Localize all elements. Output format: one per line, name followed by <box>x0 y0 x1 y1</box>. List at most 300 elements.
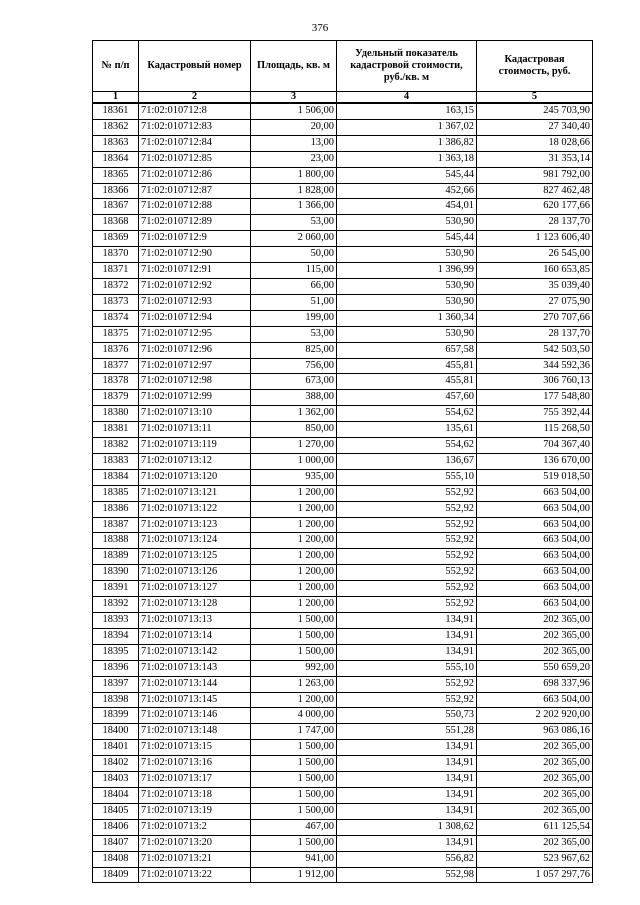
area-cell: 1 500,00 <box>251 756 337 772</box>
row-number-cell: 18395 <box>93 644 139 660</box>
table-row <box>93 294 593 310</box>
unit-value-cell: 455,81 <box>337 374 477 390</box>
table-row <box>93 183 593 199</box>
cadastral-number-cell: 71:02:010713:12 <box>139 453 251 469</box>
table-row <box>93 803 593 819</box>
area-cell: 1 366,00 <box>251 199 337 215</box>
table-row <box>93 724 593 740</box>
area-cell: 1 362,00 <box>251 406 337 422</box>
area-cell: 673,00 <box>251 374 337 390</box>
area-cell: 1 200,00 <box>251 517 337 533</box>
table-row <box>93 692 593 708</box>
row-number-cell: 18364 <box>93 151 139 167</box>
cadastral-cost-cell: 202 365,00 <box>477 756 593 772</box>
cadastral-number-cell: 71:02:010713:2 <box>139 819 251 835</box>
row-number-cell: 18391 <box>93 581 139 597</box>
cadastral-cost-cell: 698 337,96 <box>477 676 593 692</box>
table-row <box>93 263 593 279</box>
unit-value-cell: 1 367,02 <box>337 119 477 135</box>
cadastral-cost-cell: 663 504,00 <box>477 501 593 517</box>
cadastral-cost-cell: 663 504,00 <box>477 692 593 708</box>
area-cell: 199,00 <box>251 310 337 326</box>
row-number-cell: 18379 <box>93 390 139 406</box>
cadastral-number-cell: 71:02:010713:11 <box>139 422 251 438</box>
row-number-cell: 18386 <box>93 501 139 517</box>
unit-value-cell: 1 386,82 <box>337 135 477 151</box>
cadastral-number-cell: 71:02:010713:148 <box>139 724 251 740</box>
row-number-cell: 18370 <box>93 247 139 263</box>
cadastral-cost-cell: 663 504,00 <box>477 597 593 613</box>
table-row <box>93 819 593 835</box>
unit-value-cell: 134,91 <box>337 756 477 772</box>
cadastral-number-cell: 71:02:010713:121 <box>139 485 251 501</box>
row-number-cell: 18405 <box>93 803 139 819</box>
area-cell: 467,00 <box>251 819 337 835</box>
table-row <box>93 708 593 724</box>
area-cell: 1 500,00 <box>251 628 337 644</box>
row-number-cell: 18361 <box>93 103 139 119</box>
unit-value-cell: 134,91 <box>337 803 477 819</box>
column-number: 4 <box>337 92 477 104</box>
unit-value-cell: 1 308,62 <box>337 819 477 835</box>
unit-value-cell: 134,91 <box>337 740 477 756</box>
column-number: 3 <box>251 92 337 104</box>
cadastral-number-cell: 71:02:010713:144 <box>139 676 251 692</box>
cadastral-cost-cell: 620 177,66 <box>477 199 593 215</box>
unit-value-cell: 552,92 <box>337 597 477 613</box>
column-number: 2 <box>139 92 251 104</box>
row-number-cell: 18408 <box>93 851 139 867</box>
area-cell: 51,00 <box>251 294 337 310</box>
row-number-cell: 18371 <box>93 263 139 279</box>
cadastral-cost-cell: 827 462,48 <box>477 183 593 199</box>
table-row <box>93 438 593 454</box>
column-number-row <box>93 92 593 104</box>
unit-value-cell: 530,90 <box>337 326 477 342</box>
area-cell: 1 912,00 <box>251 867 337 883</box>
row-number-cell: 18363 <box>93 135 139 151</box>
row-number-cell: 18403 <box>93 772 139 788</box>
area-cell: 825,00 <box>251 342 337 358</box>
row-number-cell: 18388 <box>93 533 139 549</box>
cadastral-number-cell: 71:02:010713:128 <box>139 597 251 613</box>
area-cell: 1 000,00 <box>251 453 337 469</box>
unit-value-cell: 457,60 <box>337 390 477 406</box>
unit-value-cell: 530,90 <box>337 247 477 263</box>
unit-value-cell: 555,10 <box>337 469 477 485</box>
cadastral-cost-cell: 28 137,70 <box>477 215 593 231</box>
area-cell: 1 500,00 <box>251 644 337 660</box>
row-number-cell: 18378 <box>93 374 139 390</box>
table-row <box>93 103 593 119</box>
area-cell: 1 200,00 <box>251 565 337 581</box>
table-row <box>93 390 593 406</box>
cadastral-number-cell: 71:02:010713:22 <box>139 867 251 883</box>
area-cell: 1 200,00 <box>251 501 337 517</box>
row-number-cell: 18375 <box>93 326 139 342</box>
area-cell: 1 200,00 <box>251 597 337 613</box>
cadastral-cost-cell: 2 202 920,00 <box>477 708 593 724</box>
table-row <box>93 740 593 756</box>
cadastral-number-cell: 71:02:010712:83 <box>139 119 251 135</box>
unit-value-cell: 552,92 <box>337 501 477 517</box>
cadastral-number-cell: 71:02:010713:19 <box>139 803 251 819</box>
row-number-cell: 18368 <box>93 215 139 231</box>
cadastral-number-cell: 71:02:010713:142 <box>139 644 251 660</box>
cadastral-number-cell: 71:02:010713:119 <box>139 438 251 454</box>
cadastral-cost-cell: 202 365,00 <box>477 628 593 644</box>
cadastral-number-cell: 71:02:010713:146 <box>139 708 251 724</box>
cadastral-cost-cell: 1 057 297,76 <box>477 867 593 883</box>
cadastral-number-cell: 71:02:010713:143 <box>139 660 251 676</box>
unit-value-cell: 454,01 <box>337 199 477 215</box>
unit-value-cell: 552,92 <box>337 581 477 597</box>
unit-value-cell: 1 360,34 <box>337 310 477 326</box>
unit-value-cell: 136,67 <box>337 453 477 469</box>
table-row <box>93 247 593 263</box>
area-cell: 935,00 <box>251 469 337 485</box>
cadastral-number-cell: 71:02:010712:95 <box>139 326 251 342</box>
row-number-cell: 18387 <box>93 517 139 533</box>
row-number-cell: 18393 <box>93 613 139 629</box>
table-row <box>93 676 593 692</box>
cadastral-cost-cell: 202 365,00 <box>477 613 593 629</box>
cadastral-cost-cell: 202 365,00 <box>477 740 593 756</box>
area-cell: 1 828,00 <box>251 183 337 199</box>
row-number-cell: 18377 <box>93 358 139 374</box>
unit-value-cell: 552,92 <box>337 517 477 533</box>
cadastral-cost-cell: 663 504,00 <box>477 565 593 581</box>
row-number-cell: 18396 <box>93 660 139 676</box>
cadastral-number-cell: 71:02:010712:97 <box>139 358 251 374</box>
cadastral-cost-cell: 981 792,00 <box>477 167 593 183</box>
unit-value-cell: 455,81 <box>337 358 477 374</box>
cadastral-cost-cell: 18 028,66 <box>477 135 593 151</box>
area-cell: 53,00 <box>251 215 337 231</box>
table-row <box>93 533 593 549</box>
cadastral-number-cell: 71:02:010712:90 <box>139 247 251 263</box>
cadastral-number-cell: 71:02:010712:89 <box>139 215 251 231</box>
cadastral-number-cell: 71:02:010713:122 <box>139 501 251 517</box>
area-cell: 13,00 <box>251 135 337 151</box>
cadastral-number-cell: 71:02:010712:92 <box>139 278 251 294</box>
cadastral-cost-cell: 523 967,62 <box>477 851 593 867</box>
cadastral-cost-cell: 519 018,50 <box>477 469 593 485</box>
table-row <box>93 501 593 517</box>
cadastral-number-cell: 71:02:010713:18 <box>139 787 251 803</box>
table-row <box>93 199 593 215</box>
table-row <box>93 867 593 883</box>
area-cell: 1 200,00 <box>251 485 337 501</box>
cadastral-cost-cell: 177 548,80 <box>477 390 593 406</box>
row-number-cell: 18365 <box>93 167 139 183</box>
header-area: Площадь, кв. м <box>251 41 337 92</box>
unit-value-cell: 657,58 <box>337 342 477 358</box>
table-row <box>93 231 593 247</box>
cadastral-number-cell: 71:02:010713:127 <box>139 581 251 597</box>
unit-value-cell: 134,91 <box>337 628 477 644</box>
cadastral-number-cell: 71:02:010712:85 <box>139 151 251 167</box>
cadastral-number-cell: 71:02:010713:16 <box>139 756 251 772</box>
table-row <box>93 374 593 390</box>
area-cell: 992,00 <box>251 660 337 676</box>
table-row <box>93 565 593 581</box>
unit-value-cell: 134,91 <box>337 835 477 851</box>
table-row <box>93 851 593 867</box>
row-number-cell: 18406 <box>93 819 139 835</box>
unit-value-cell: 134,91 <box>337 613 477 629</box>
column-number: 1 <box>93 92 139 104</box>
row-number-cell: 18369 <box>93 231 139 247</box>
cadastral-number-cell: 71:02:010712:96 <box>139 342 251 358</box>
cadastral-cost-cell: 160 653,85 <box>477 263 593 279</box>
cadastral-cost-cell: 663 504,00 <box>477 533 593 549</box>
area-cell: 1 500,00 <box>251 803 337 819</box>
cadastral-cost-cell: 963 086,16 <box>477 724 593 740</box>
area-cell: 1 500,00 <box>251 787 337 803</box>
cadastral-number-cell: 71:02:010713:124 <box>139 533 251 549</box>
row-number-cell: 18374 <box>93 310 139 326</box>
cadastral-number-cell: 71:02:010713:126 <box>139 565 251 581</box>
area-cell: 1 506,00 <box>251 103 337 119</box>
cadastral-cost-cell: 542 503,50 <box>477 342 593 358</box>
unit-value-cell: 555,10 <box>337 660 477 676</box>
cadastral-cost-cell: 663 504,00 <box>477 485 593 501</box>
cadastral-cost-cell: 611 125,54 <box>477 819 593 835</box>
cadastral-number-cell: 71:02:010712:99 <box>139 390 251 406</box>
cadastral-number-cell: 71:02:010713:13 <box>139 613 251 629</box>
unit-value-cell: 1 363,18 <box>337 151 477 167</box>
table-row <box>93 517 593 533</box>
cadastral-cost-cell: 663 504,00 <box>477 581 593 597</box>
row-number-cell: 18367 <box>93 199 139 215</box>
unit-value-cell: 552,98 <box>337 867 477 883</box>
unit-value-cell: 552,92 <box>337 485 477 501</box>
table-row <box>93 787 593 803</box>
area-cell: 1 200,00 <box>251 581 337 597</box>
cadastral-cost-cell: 245 703,90 <box>477 103 593 119</box>
row-number-cell: 18390 <box>93 565 139 581</box>
table-body <box>93 103 593 883</box>
cadastral-number-cell: 71:02:010712:88 <box>139 199 251 215</box>
cadastral-cost-cell: 663 504,00 <box>477 517 593 533</box>
table-row <box>93 278 593 294</box>
table-row <box>93 119 593 135</box>
cadastral-cost-cell: 704 367,40 <box>477 438 593 454</box>
cadastral-cost-cell: 202 365,00 <box>477 772 593 788</box>
cadastral-cost-cell: 663 504,00 <box>477 549 593 565</box>
row-number-cell: 18392 <box>93 597 139 613</box>
cadastral-number-cell: 71:02:010713:20 <box>139 835 251 851</box>
table-row <box>93 167 593 183</box>
unit-value-cell: 1 396,99 <box>337 263 477 279</box>
cadastral-cost-cell: 1 123 606,40 <box>477 231 593 247</box>
cadastral-cost-cell: 344 592,36 <box>477 358 593 374</box>
table-row <box>93 310 593 326</box>
cadastral-number-cell: 71:02:010713:120 <box>139 469 251 485</box>
cadastral-number-cell: 71:02:010712:86 <box>139 167 251 183</box>
header-unit-value: Удельный показатель кадастровой стоимости, руб./кв. м <box>337 41 477 92</box>
cadastral-number-cell: 71:02:010713:21 <box>139 851 251 867</box>
area-cell: 1 747,00 <box>251 724 337 740</box>
area-cell: 4 000,00 <box>251 708 337 724</box>
table-row <box>93 772 593 788</box>
cadastral-cost-cell: 35 039,40 <box>477 278 593 294</box>
table-row <box>93 342 593 358</box>
area-cell: 1 200,00 <box>251 692 337 708</box>
table-row <box>93 613 593 629</box>
unit-value-cell: 552,92 <box>337 565 477 581</box>
area-cell: 1 500,00 <box>251 740 337 756</box>
cadastral-cost-cell: 202 365,00 <box>477 644 593 660</box>
cadastral-cost-cell: 115 268,50 <box>477 422 593 438</box>
row-number-cell: 18372 <box>93 278 139 294</box>
unit-value-cell: 554,62 <box>337 438 477 454</box>
header-cadastral-number: Кадастровый номер <box>139 41 251 92</box>
header-cadastral-cost: Кадастровая стоимость, руб. <box>477 41 593 92</box>
area-cell: 850,00 <box>251 422 337 438</box>
table-row <box>93 422 593 438</box>
cadastral-number-cell: 71:02:010712:91 <box>139 263 251 279</box>
row-number-cell: 18383 <box>93 453 139 469</box>
unit-value-cell: 163,15 <box>337 103 477 119</box>
area-cell: 1 270,00 <box>251 438 337 454</box>
area-cell: 1 200,00 <box>251 533 337 549</box>
cadastral-cost-cell: 31 353,14 <box>477 151 593 167</box>
table-row <box>93 549 593 565</box>
cadastral-number-cell: 71:02:010713:17 <box>139 772 251 788</box>
header-row-number: № п/п <box>93 41 139 92</box>
table-row <box>93 453 593 469</box>
row-number-cell: 18397 <box>93 676 139 692</box>
cadastral-cost-cell: 755 392,44 <box>477 406 593 422</box>
unit-value-cell: 530,90 <box>337 294 477 310</box>
cadastral-number-cell: 71:02:010713:14 <box>139 628 251 644</box>
table-row <box>93 326 593 342</box>
table-row <box>93 835 593 851</box>
cadastral-cost-cell: 28 137,70 <box>477 326 593 342</box>
cadastral-number-cell: 71:02:010713:123 <box>139 517 251 533</box>
row-number-cell: 18381 <box>93 422 139 438</box>
table-row <box>93 597 593 613</box>
area-cell: 1 800,00 <box>251 167 337 183</box>
cadastral-cost-cell: 202 365,00 <box>477 835 593 851</box>
area-cell: 941,00 <box>251 851 337 867</box>
cadastral-cost-cell: 270 707,66 <box>477 310 593 326</box>
cadastral-number-cell: 71:02:010712:84 <box>139 135 251 151</box>
table-row <box>93 660 593 676</box>
cadastral-cost-cell: 306 760,13 <box>477 374 593 390</box>
cadastral-number-cell: 71:02:010712:98 <box>139 374 251 390</box>
unit-value-cell: 552,92 <box>337 692 477 708</box>
row-number-cell: 18409 <box>93 867 139 883</box>
unit-value-cell: 452,66 <box>337 183 477 199</box>
row-number-cell: 18380 <box>93 406 139 422</box>
row-number-cell: 18404 <box>93 787 139 803</box>
unit-value-cell: 134,91 <box>337 787 477 803</box>
row-number-cell: 18373 <box>93 294 139 310</box>
row-number-cell: 18398 <box>93 692 139 708</box>
unit-value-cell: 552,92 <box>337 549 477 565</box>
unit-value-cell: 550,73 <box>337 708 477 724</box>
table-row <box>93 151 593 167</box>
cadastral-cost-cell: 550 659,20 <box>477 660 593 676</box>
unit-value-cell: 545,44 <box>337 231 477 247</box>
area-cell: 1 500,00 <box>251 772 337 788</box>
unit-value-cell: 556,82 <box>337 851 477 867</box>
cadastral-number-cell: 71:02:010713:145 <box>139 692 251 708</box>
table-row <box>93 469 593 485</box>
row-number-cell: 18401 <box>93 740 139 756</box>
unit-value-cell: 552,92 <box>337 676 477 692</box>
area-cell: 1 200,00 <box>251 549 337 565</box>
row-number-cell: 18382 <box>93 438 139 454</box>
unit-value-cell: 545,44 <box>337 167 477 183</box>
table-row <box>93 756 593 772</box>
row-number-cell: 18399 <box>93 708 139 724</box>
cadastral-cost-cell: 202 365,00 <box>477 803 593 819</box>
cadastral-number-cell: 71:02:010712:93 <box>139 294 251 310</box>
cadastral-cost-cell: 27 340,40 <box>477 119 593 135</box>
area-cell: 2 060,00 <box>251 231 337 247</box>
unit-value-cell: 530,90 <box>337 215 477 231</box>
table-row <box>93 406 593 422</box>
row-number-cell: 18402 <box>93 756 139 772</box>
row-number-cell: 18384 <box>93 469 139 485</box>
cadastral-cost-cell: 26 545,00 <box>477 247 593 263</box>
area-cell: 53,00 <box>251 326 337 342</box>
unit-value-cell: 554,62 <box>337 406 477 422</box>
unit-value-cell: 552,92 <box>337 533 477 549</box>
cadastral-number-cell: 71:02:010712:8 <box>139 103 251 119</box>
cadastral-number-cell: 71:02:010712:87 <box>139 183 251 199</box>
page-number: 376 <box>311 22 329 34</box>
table-row <box>93 644 593 660</box>
row-number-cell: 18362 <box>93 119 139 135</box>
area-cell: 66,00 <box>251 278 337 294</box>
cadastral-number-cell: 71:02:010712:94 <box>139 310 251 326</box>
unit-value-cell: 135,61 <box>337 422 477 438</box>
table-row <box>93 581 593 597</box>
cadastral-cost-cell: 136 670,00 <box>477 453 593 469</box>
cadastral-cost-cell: 202 365,00 <box>477 787 593 803</box>
column-number: 5 <box>477 92 593 104</box>
cadastral-number-cell: 71:02:010713:125 <box>139 549 251 565</box>
unit-value-cell: 134,91 <box>337 772 477 788</box>
row-number-cell: 18385 <box>93 485 139 501</box>
area-cell: 23,00 <box>251 151 337 167</box>
cadastral-number-cell: 71:02:010712:9 <box>139 231 251 247</box>
row-number-cell: 18389 <box>93 549 139 565</box>
row-number-cell: 18407 <box>93 835 139 851</box>
table-row <box>93 628 593 644</box>
cadastral-number-cell: 71:02:010713:10 <box>139 406 251 422</box>
area-cell: 1 263,00 <box>251 676 337 692</box>
row-number-cell: 18400 <box>93 724 139 740</box>
unit-value-cell: 134,91 <box>337 644 477 660</box>
area-cell: 756,00 <box>251 358 337 374</box>
row-number-cell: 18366 <box>93 183 139 199</box>
cadastral-value-table <box>92 40 593 883</box>
row-number-cell: 18376 <box>93 342 139 358</box>
cadastral-cost-cell: 27 075,90 <box>477 294 593 310</box>
table-row <box>93 485 593 501</box>
unit-value-cell: 551,28 <box>337 724 477 740</box>
cadastral-number-cell: 71:02:010713:15 <box>139 740 251 756</box>
area-cell: 50,00 <box>251 247 337 263</box>
unit-value-cell: 530,90 <box>337 278 477 294</box>
table-row <box>93 215 593 231</box>
